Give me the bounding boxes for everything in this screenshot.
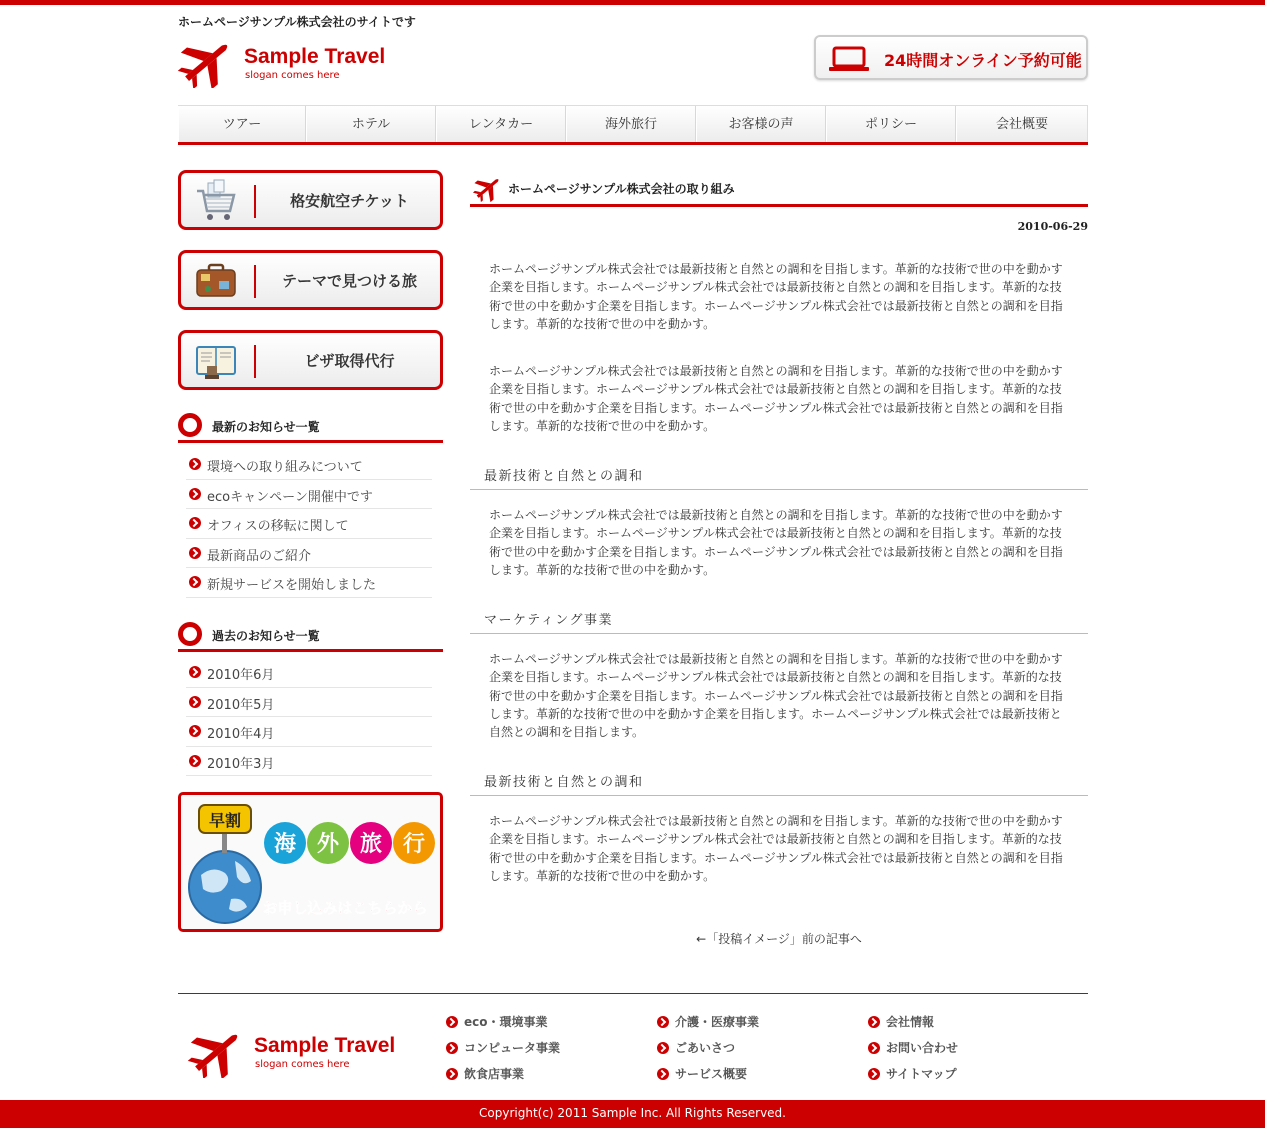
online-booking-button[interactable] [814, 35, 1088, 80]
latest-news-heading [178, 413, 443, 443]
list-item[interactable] [186, 450, 432, 480]
archive-item-label: 2010年4月 [207, 727, 275, 742]
footer-link-label: サイトマップ [886, 1067, 957, 1081]
airplane-icon [188, 1026, 246, 1078]
copyright-bar: Copyright(c) 2011 Sample Inc. All Rights Reserved. [0, 1100, 1265, 1128]
arrow-bullet-icon [868, 1016, 880, 1028]
site-logo[interactable] [178, 36, 408, 92]
article-title: ホームページサンプル株式会社の取り組み [508, 182, 735, 196]
cheap-ticket-label: 格安航空チケット [290, 192, 409, 210]
section-heading-label: マーケティング事業 [484, 613, 613, 628]
archive-list [186, 658, 432, 776]
footer-link-label: eco・環境事業 [464, 1015, 548, 1029]
visa-service-label: ビザ取得代行 [304, 352, 395, 370]
article-paragraph: ホームページサンプル株式会社では最新技術と自然との調和を目指します。革新的な技術で世の中を動かす企業を目指します。ホームページサンプル株式会社では最新技術と自然との調和を目指します。革新的な技術で世の中を動かす企業を目指します。ホームページサンプル株式会社では最新技術と自然との調和を目指します。革新的な技術で世の中を動かす。 [489, 262, 1063, 331]
arrow-bullet-icon [868, 1068, 880, 1080]
laptop-icon [828, 46, 870, 72]
footer-link-label: 飲食店事業 [464, 1067, 525, 1081]
arrow-bullet-icon [189, 696, 201, 708]
section-heading [470, 462, 1088, 490]
section-heading-label: 最新技術と自然との調和 [484, 775, 644, 790]
article-title-bar [470, 170, 1088, 207]
footer-divider [178, 993, 1088, 994]
arrow-bullet-icon [189, 517, 201, 529]
nav-item-tour[interactable]: ツアー [178, 106, 306, 142]
news-item-label: オフィスの移転に関して [207, 519, 349, 534]
logo-slogan: slogan comes here [245, 70, 340, 81]
nav-item-hotel[interactable]: ホテル [306, 106, 436, 142]
news-item-label: 環境への取り組みについて [207, 460, 363, 475]
logo-name: Sample Travel [244, 45, 386, 68]
arrow-bullet-icon [189, 488, 201, 500]
cheap-ticket-button[interactable] [178, 170, 443, 230]
prev-article-link[interactable]: ←「投稿イメージ」前の記事へ [696, 932, 862, 946]
past-news-heading [178, 622, 443, 652]
nav-item-overseas[interactable]: 海外旅行 [566, 106, 696, 142]
arrow-bullet-icon [657, 1068, 669, 1080]
footer-logo-name: Sample Travel [254, 1034, 396, 1057]
arrow-bullet-icon [189, 755, 201, 767]
list-item[interactable] [186, 509, 432, 539]
article-paragraph: ホームページサンプル株式会社では最新技術と自然との調和を目指します。革新的な技術で世の中を動かす企業を目指します。ホームページサンプル株式会社では最新技術と自然との調和を目指します。革新的な技術で世の中を動かす企業を目指します。ホームページサンプル株式会社では最新技術と自然との調和を目指します。革新的な技術で世の中を動かす。 [489, 364, 1063, 433]
footer-link-label: ごあいさつ [675, 1041, 736, 1055]
footer-link-label: 介護・医療事業 [675, 1015, 760, 1029]
banner-char: 外 [316, 832, 340, 857]
arrow-bullet-icon [189, 458, 201, 470]
globe-banner-graphic [181, 795, 440, 929]
list-item[interactable] [186, 480, 432, 510]
arrow-bullet-icon [189, 576, 201, 588]
online-booking-label: 24時間オンライン予約可能 [884, 51, 1082, 70]
arrow-bullet-icon [446, 1042, 458, 1054]
nav-item-rentacar[interactable]: レンタカー [436, 106, 566, 142]
nav-item-company[interactable]: 会社概要 [956, 106, 1088, 142]
latest-news-title: 最新のお知らせ一覧 [212, 420, 320, 434]
arrow-bullet-icon [446, 1068, 458, 1080]
banner-cta: お申し込みはこちらから [262, 899, 428, 917]
past-news-title: 過去のお知らせ一覧 [212, 629, 320, 643]
theme-trip-button[interactable] [178, 250, 443, 310]
arrow-bullet-icon [189, 547, 201, 559]
banner-char: 海 [273, 832, 297, 857]
section-heading [470, 768, 1088, 796]
arrow-bullet-icon [657, 1016, 669, 1028]
visa-service-button[interactable] [178, 330, 443, 390]
arrow-bullet-icon [446, 1016, 458, 1028]
archive-item-label: 2010年3月 [207, 756, 275, 772]
separator [254, 185, 256, 218]
suitcase-icon [194, 259, 238, 303]
early-bird-badge: 早割 [208, 811, 242, 830]
banner-char: 旅 [359, 832, 383, 857]
nav-item-voices[interactable]: お客様の声 [696, 106, 826, 142]
section-heading [470, 606, 1088, 634]
footer-link-label: サービス概要 [675, 1067, 748, 1081]
section-heading-label: 最新技術と自然との調和 [484, 469, 644, 484]
footer-logo-slogan: slogan comes here [255, 1059, 350, 1070]
list-item[interactable] [186, 688, 432, 718]
separator [254, 345, 256, 378]
arrow-bullet-icon [868, 1042, 880, 1054]
airplane-icon [178, 36, 236, 88]
arrow-bullet-icon [189, 725, 201, 737]
separator [254, 265, 256, 298]
article-paragraph: ホームページサンプル株式会社では最新技術と自然との調和を目指します。革新的な技術で世の中を動かす企業を目指します。ホームページサンプル株式会社では最新技術と自然との調和を目指します。革新的な技術で世の中を動かす企業を目指します。ホームページサンプル株式会社では最新技術と自然との調和を目指します。革新的な技術で世の中を動かす企業を目指します。ホームページサンプル株式会社では最新技術と自然との調和を目指します。 [489, 652, 1063, 740]
overseas-travel-banner[interactable] [178, 792, 443, 932]
passport-icon [194, 339, 238, 383]
news-item-label: 最新商品のご紹介 [207, 548, 312, 564]
latest-news-list [186, 450, 432, 598]
list-item[interactable] [186, 568, 432, 598]
shopping-cart-icon [194, 179, 238, 223]
main-navigation [178, 105, 1088, 145]
circle-icon [178, 622, 202, 646]
article-paragraph: ホームページサンプル株式会社では最新技術と自然との調和を目指します。革新的な技術で世の中を動かす企業を目指します。ホームページサンプル株式会社では最新技術と自然との調和を目指します。革新的な技術で世の中を動かす企業を目指します。ホームページサンプル株式会社では最新技術と自然との調和を目指します。革新的な技術で世の中を動かす。 [489, 508, 1063, 577]
circle-icon [178, 413, 202, 437]
nav-item-policy[interactable]: ポリシー [826, 106, 956, 142]
list-item[interactable] [186, 747, 432, 777]
list-item[interactable] [186, 717, 432, 747]
footer-logo[interactable] [188, 1026, 418, 1082]
airplane-icon [473, 174, 503, 202]
article-paragraph: ホームページサンプル株式会社では最新技術と自然との調和を目指します。革新的な技術で世の中を動かす企業を目指します。ホームページサンプル株式会社では最新技術と自然との調和を目指します。革新的な技術で世の中を動かす企業を目指します。ホームページサンプル株式会社では最新技術と自然との調和を目指します。革新的な技術で世の中を動かす。 [489, 814, 1063, 883]
site-tagline: ホームページサンプル株式会社のサイトです [178, 15, 416, 29]
list-item[interactable] [186, 539, 432, 569]
footer-link-label: コンピュータ事業 [464, 1041, 561, 1055]
arrow-bullet-icon [657, 1042, 669, 1054]
list-item[interactable] [186, 658, 432, 688]
news-item-label: ecoキャンペーン開催中です [207, 489, 373, 505]
footer-link-label: お問い合わせ [886, 1041, 959, 1055]
news-item-label: 新規サービスを開始しました [207, 578, 377, 593]
archive-item-label: 2010年5月 [207, 697, 275, 713]
footer-link-label: 会社情報 [886, 1015, 935, 1029]
banner-char: 行 [402, 832, 426, 857]
article-date: 2010-06-29 [1017, 220, 1088, 233]
theme-trip-label: テーマで見つける旅 [281, 272, 417, 290]
archive-item-label: 2010年6月 [207, 668, 275, 683]
top-accent-bar [0, 0, 1265, 5]
arrow-bullet-icon [189, 666, 201, 678]
